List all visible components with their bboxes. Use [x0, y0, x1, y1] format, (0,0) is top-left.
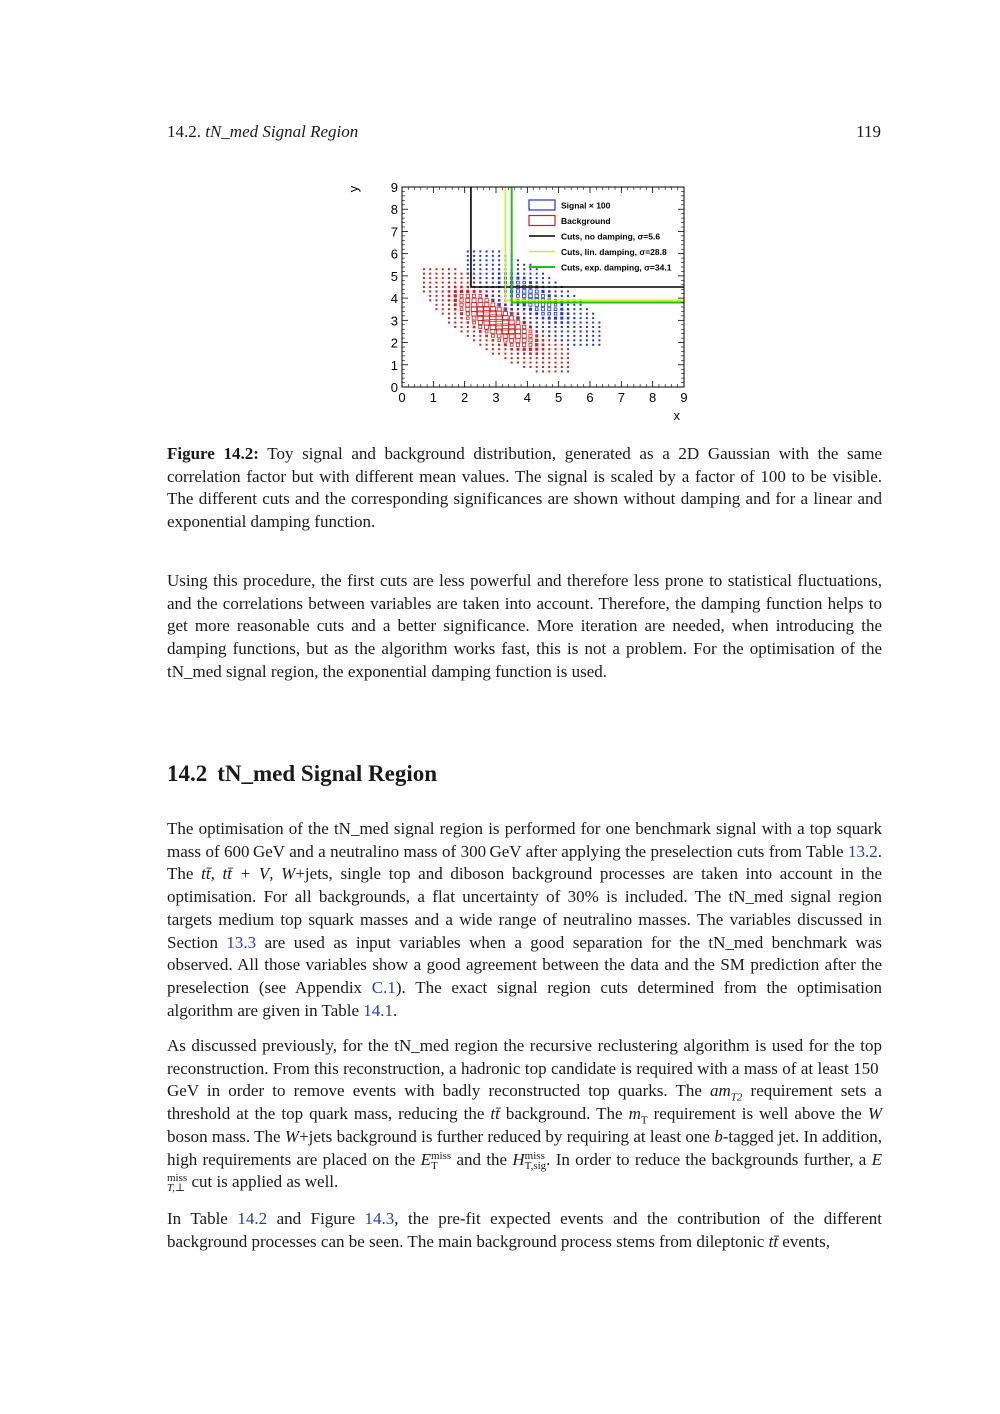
- math-sup-sub: [525, 1151, 547, 1171]
- svg-text:Cuts, exp. damping, σ=34.1: Cuts, exp. damping, σ=34.1: [561, 262, 672, 273]
- paragraph-damping-procedure: Using this procedure, the first cuts are less powerful and therefore less prone to statistical fluctuations, and the correlations between variables are taken into account. Therefore, the damping function helps to get more reasonable cuts and a better significance. More iteration are needed, when introducing the damping functions, but as the algorithm works fast, this is not a problem. For the optimisation of the tN_med signal region, the exponential damping function is used.: [167, 571, 882, 681]
- paragraph-optimisation: [167, 818, 882, 1022]
- running-head: [167, 122, 881, 142]
- text: +jets background is further reduced by requiring at least one: [299, 1126, 715, 1146]
- link-table-14-2[interactable]: 14.2: [237, 1209, 268, 1228]
- math-ttbar: tt̄: [201, 864, 211, 884]
- math-w: W: [281, 864, 296, 884]
- math-sup-sub: [431, 1151, 451, 1171]
- figure-number: Figure 14.2:: [167, 444, 259, 463]
- link-table-14-1[interactable]: 14.1: [363, 1000, 394, 1020]
- math-amt2: am: [710, 1081, 731, 1101]
- svg-text:3: 3: [390, 313, 398, 329]
- sup: miss: [524, 1149, 545, 1162]
- link-table-13-2[interactable]: 13.2: [848, 841, 878, 861]
- link-figure-14-3[interactable]: 14.3: [364, 1209, 395, 1228]
- svg-text:Cuts, lin. damping, σ=28.8: Cuts, lin. damping, σ=28.8: [561, 247, 667, 257]
- svg-text:7: 7: [390, 224, 398, 240]
- svg-text:7: 7: [617, 390, 625, 405]
- svg-text:9: 9: [680, 390, 688, 405]
- sub: T,⊥: [167, 1182, 186, 1195]
- svg-text:3: 3: [492, 390, 500, 405]
- svg-text:4: 4: [390, 291, 398, 307]
- text: In Table: [167, 1209, 238, 1228]
- text: events,: [778, 1231, 830, 1251]
- text: .: [393, 1000, 398, 1020]
- svg-text:x: x: [673, 408, 680, 423]
- section-heading: [167, 761, 437, 787]
- svg-text:2: 2: [390, 335, 398, 351]
- svg-text:2: 2: [461, 390, 469, 405]
- svg-text:5: 5: [390, 268, 398, 284]
- text: . In order to reduce the backgrounds further, a: [546, 1149, 872, 1169]
- text: background. The: [499, 1104, 629, 1124]
- running-head-section-number: 14.2.: [167, 122, 201, 141]
- sup: miss: [167, 1172, 188, 1185]
- paragraph-reconstruction: [167, 1035, 882, 1194]
- math-sup-sub: [167, 1173, 187, 1193]
- svg-text:5: 5: [555, 390, 563, 405]
- svg-text:0: 0: [390, 380, 398, 395]
- plot-legend: [529, 200, 672, 273]
- link-appendix-c-1[interactable]: C.1: [371, 977, 396, 997]
- text: ). The exact signal region cuts determined from the optimisation algorithm are given in Table: [167, 977, 882, 1020]
- svg-text:6: 6: [390, 246, 398, 262]
- text: requirement sets a threshold at the top quark mass, reducing the: [167, 1081, 882, 1124]
- svg-text:1: 1: [429, 390, 437, 405]
- text: ,: [269, 864, 282, 884]
- math-ttbar: tt̄: [768, 1231, 779, 1251]
- math-htmiss-sig: H: [512, 1149, 525, 1169]
- sup: miss: [431, 1149, 452, 1162]
- svg-text:6: 6: [586, 390, 594, 405]
- math-sub: T: [640, 1114, 648, 1127]
- text: , the pre-fit expected events and the contribution of the different background processes can be seen. The main background process stems from dileptonic: [167, 1209, 882, 1251]
- text: The optimisation of the tN_med signal region is performed for one benchmark signal with a top squark mass of 600 GeV and a neutralino mass of 300 GeV after applying the preselection cuts from Table: [167, 819, 882, 861]
- text: -tagged jet. In addition, high requirements are placed on the: [167, 1126, 882, 1169]
- svg-text:4: 4: [523, 390, 531, 405]
- sub: T,sig: [524, 1159, 547, 1172]
- math-etmiss: E: [420, 1149, 431, 1169]
- link-section-13-3[interactable]: 13.3: [226, 932, 257, 952]
- figure-caption-text: Toy signal and background distribution, generated as a 2D Gaussian with the same correlation factor but with different mean values. The signal is scaled by a factor of 100 to be visible. The different cuts and the corresponding significances are shown without damping and for a linear and exponential damping function.: [167, 444, 882, 532]
- math-ttbar: tt̄: [490, 1104, 500, 1124]
- text: requirement is well above the: [647, 1104, 868, 1124]
- svg-text:9: 9: [390, 180, 398, 195]
- math-w: W: [284, 1126, 300, 1146]
- math-sub: T2: [730, 1091, 743, 1104]
- math-b: b: [714, 1126, 723, 1146]
- text: +jets, single top and diboson background processes are taken into account in the optimisation. For all backgrounds, a flat uncertainty of 30% is included. The tN_med signal region targets medium top squark masses and a wide range of neutralino masses. The variables discussed in Section: [167, 864, 883, 952]
- svg-text:0: 0: [398, 390, 406, 405]
- text: cut is applied as well.: [187, 1172, 339, 1192]
- math-ttbar-v: tt̄ + V: [222, 864, 270, 884]
- svg-text:8: 8: [649, 390, 657, 405]
- figure-14-2-plot: [340, 175, 700, 430]
- math-w: W: [867, 1104, 882, 1124]
- page-number: 119: [856, 122, 881, 141]
- section-title: tN_med Signal Region: [217, 761, 438, 786]
- figure-caption: [167, 443, 882, 534]
- text: As discussed previously, for the tN_med region the recursive reclustering algorithm is used for the top reconstruction. From this reconstruction, a hadronic top candidate is required with a mass of at least 150 GeV in order to remove events with badly reconstructed top quarks. The: [167, 1036, 882, 1101]
- math-etmiss-perp: E: [871, 1149, 882, 1169]
- svg-text:1: 1: [390, 357, 398, 373]
- sub: T: [431, 1159, 438, 1172]
- svg-text:Cuts, no damping, σ=5.6: Cuts, no damping, σ=5.6: [561, 231, 661, 242]
- text: and the: [451, 1149, 513, 1169]
- running-head-section-title: tN_med Signal Region: [205, 122, 359, 141]
- text: and Figure: [267, 1209, 365, 1228]
- svg-text:y: y: [346, 185, 361, 193]
- text: . The: [167, 841, 882, 884]
- text: boson mass. The: [167, 1126, 285, 1146]
- text: are used as input variables when a good separation for the tN_med benchmark was observed. All those variables show a good agreement between the data and the SM prediction after the preselection (see Appendix: [167, 932, 882, 997]
- svg-text:8: 8: [390, 202, 398, 218]
- math-mt: m: [628, 1104, 641, 1124]
- svg-text:Background: Background: [561, 216, 611, 226]
- paragraph-prefit: [167, 1208, 882, 1253]
- text: ,: [210, 864, 223, 884]
- section-number: 14.2: [167, 761, 208, 786]
- svg-text:Signal × 100: Signal × 100: [561, 200, 611, 211]
